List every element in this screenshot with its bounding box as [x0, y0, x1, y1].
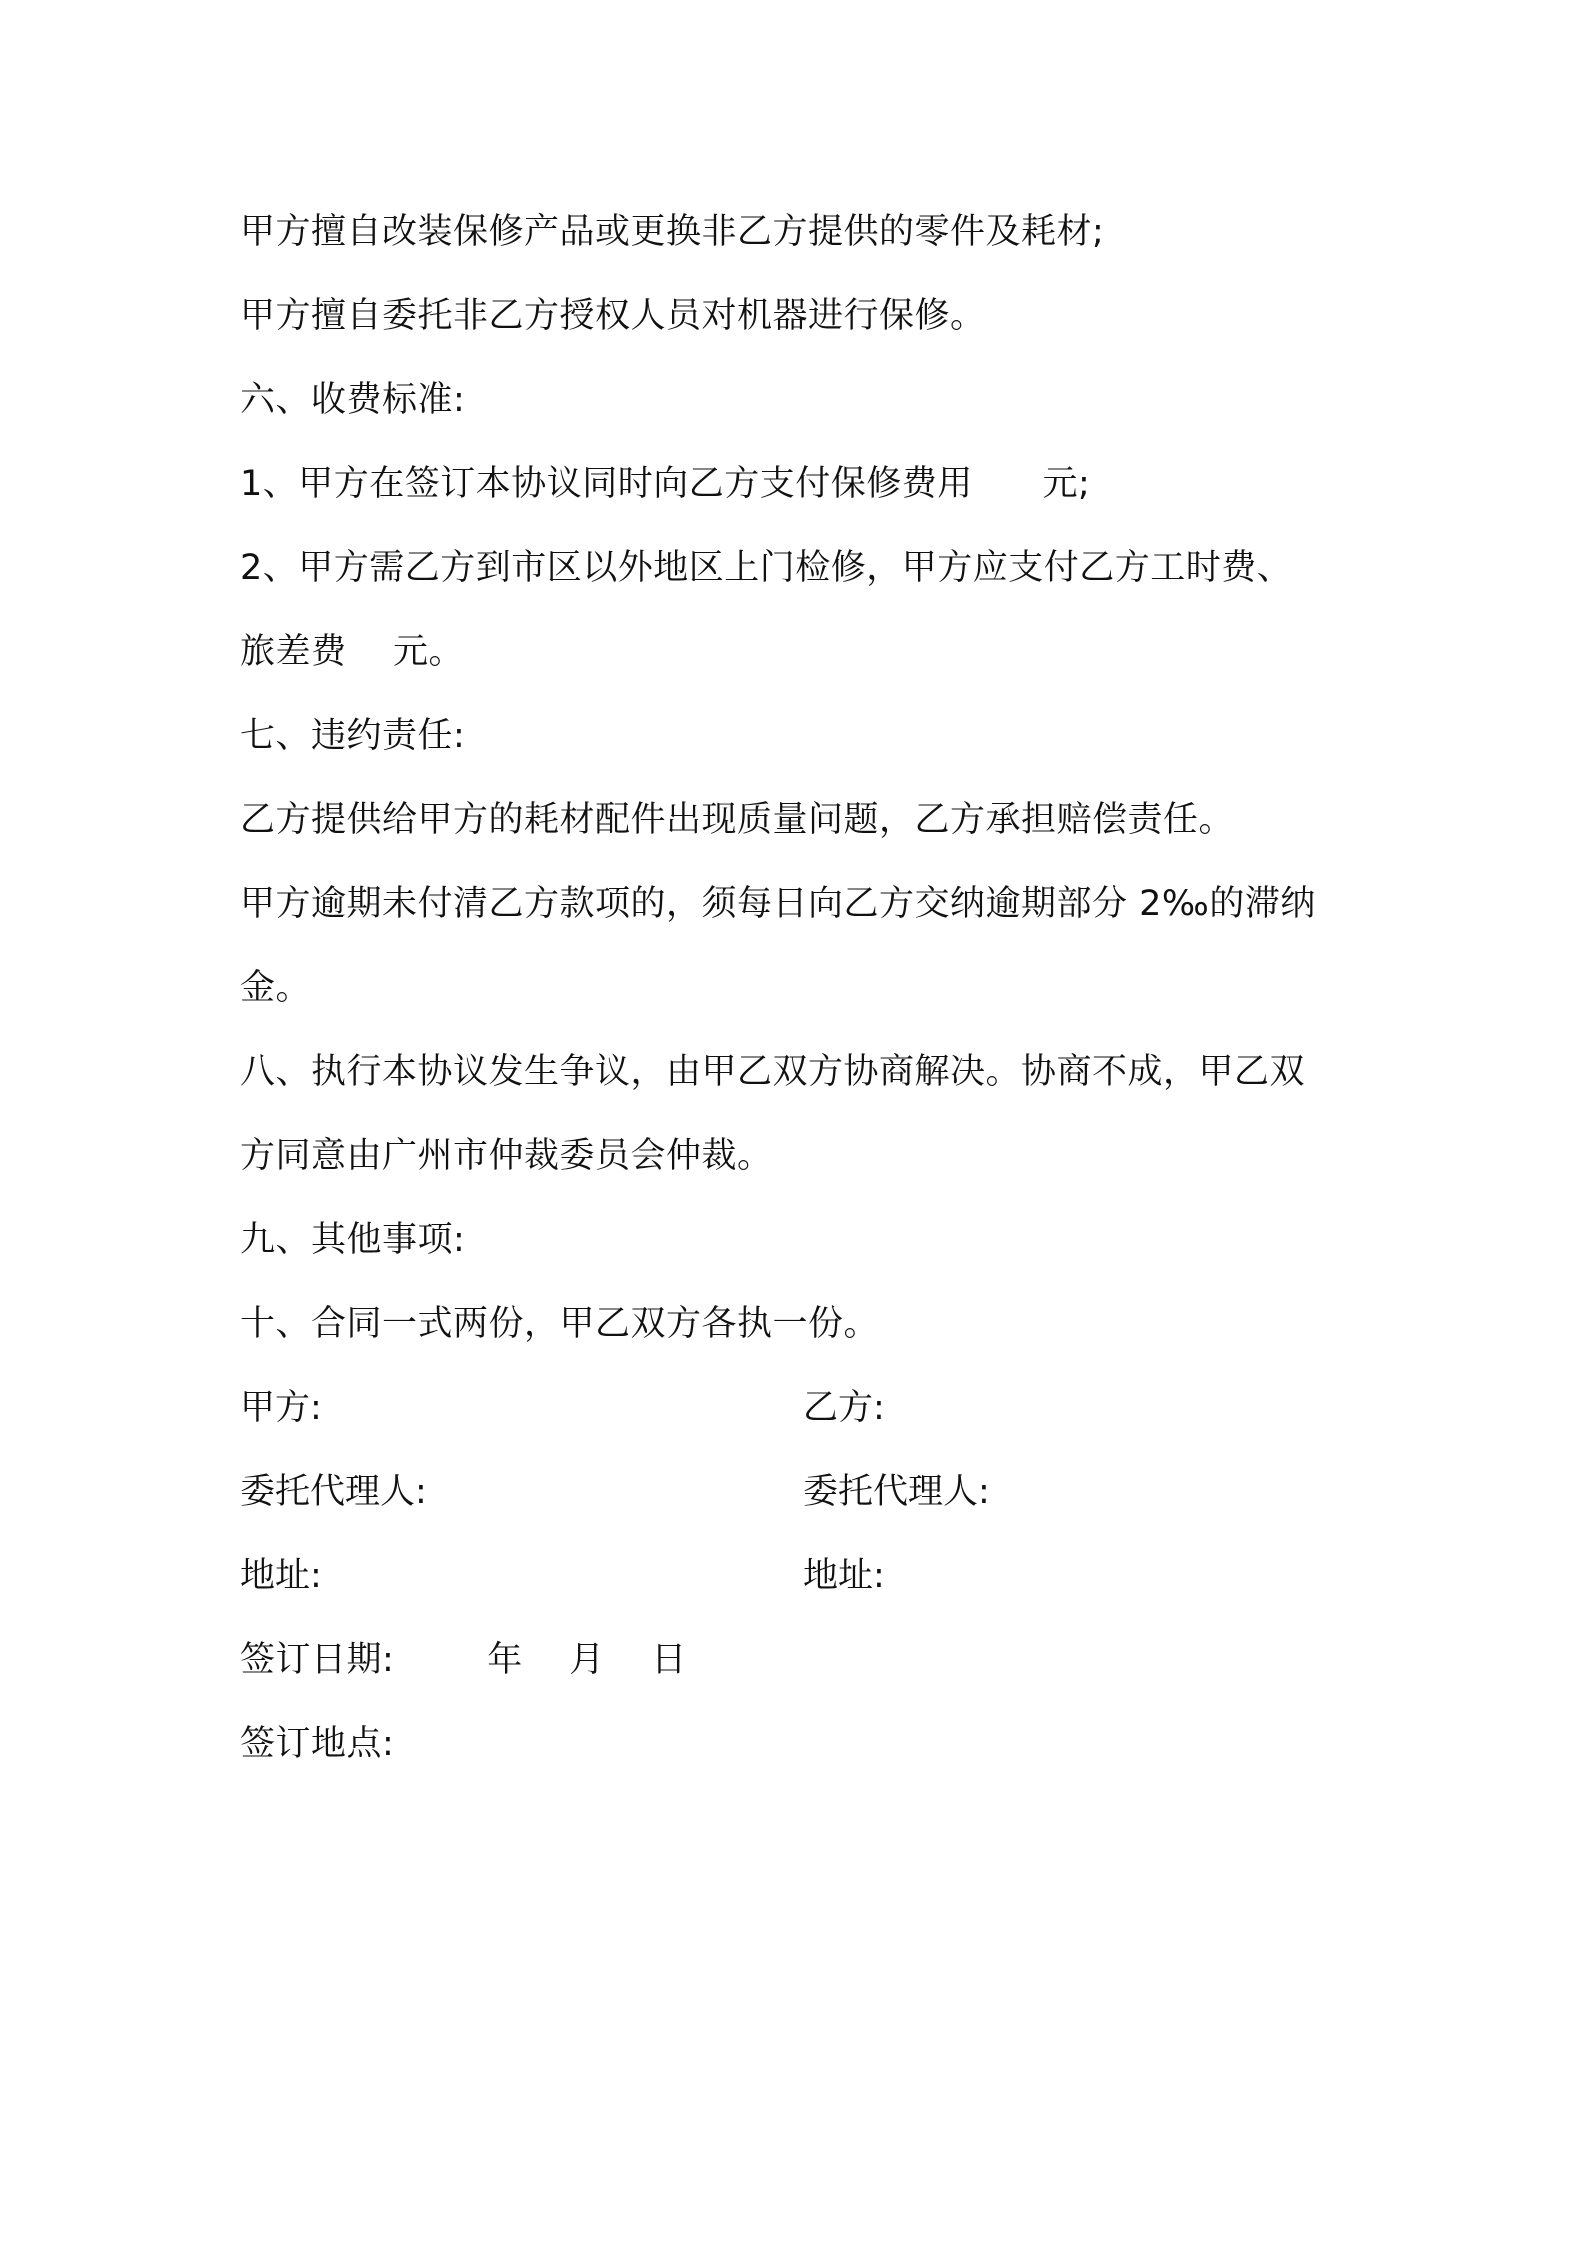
clause-line: 方同意由广州市仲裁委员会仲裁。	[240, 1136, 773, 1176]
party-a-label: 甲方:	[240, 1388, 322, 1428]
clause-line: 2、甲方需乙方到市区以外地区上门检修，甲方应支付乙方工时费、	[240, 548, 1293, 588]
section-heading-liability: 七、违约责任:	[240, 716, 466, 756]
section-heading-copies: 十、合同一式两份，甲乙双方各执一份。	[240, 1304, 880, 1344]
section-heading-other: 九、其他事项:	[240, 1220, 466, 1260]
document-body	[240, 190, 1360, 1786]
sign-date-label: 签订日期: 年 月 日	[240, 1640, 687, 1680]
agent-b-label: 委托代理人:	[803, 1472, 990, 1512]
clause-line: 1、甲方在签订本协议同时向乙方支付保修费用 元;	[240, 464, 1091, 504]
signature-row-address	[240, 1534, 1360, 1618]
section-heading-fees: 六、收费标准:	[240, 380, 466, 420]
signature-row-agent	[240, 1450, 1360, 1534]
sign-place-label: 签订地点:	[240, 1724, 395, 1764]
clause-line: 旅差费 元。	[240, 632, 465, 672]
section-heading-dispute: 八、执行本协议发生争议，由甲乙双方协商解决。协商不成，甲乙双	[240, 1052, 1306, 1092]
signature-row-party	[240, 1366, 1360, 1450]
address-b-label: 地址:	[803, 1556, 885, 1596]
clause-line: 甲方擅自改装保修产品或更换非乙方提供的零件及耗材;	[240, 212, 1105, 252]
clause-line: 乙方提供给甲方的耗材配件出现质量问题，乙方承担赔偿责任。	[240, 800, 1235, 840]
agent-a-label: 委托代理人:	[240, 1472, 427, 1512]
clause-line: 金。	[240, 968, 312, 1008]
clause-line: 甲方逾期未付清乙方款项的，须每日向乙方交纳逾期部分 2‰的滞纳	[240, 884, 1316, 924]
clause-line: 甲方擅自委托非乙方授权人员对机器进行保修。	[240, 296, 986, 336]
address-a-label: 地址:	[240, 1556, 322, 1596]
party-b-label: 乙方:	[803, 1388, 885, 1428]
